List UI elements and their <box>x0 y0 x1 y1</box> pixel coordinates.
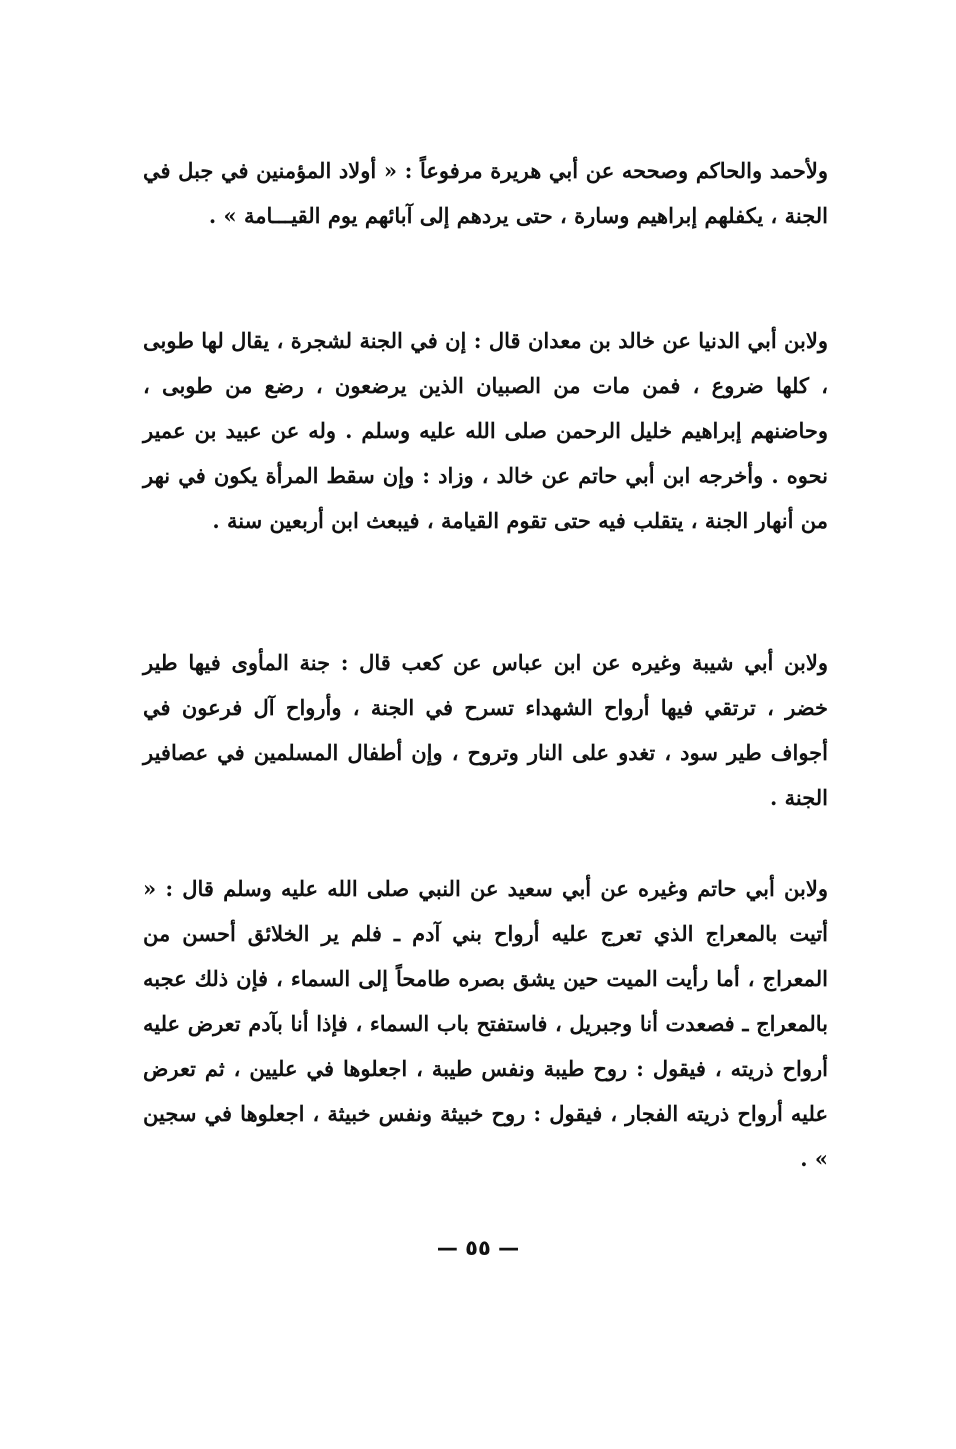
paragraph-1: ولأحمد والحاكم وصححه عن أبي هريرة مرفوعاً : « أولاد المؤمنين في جبل في الجنة ، يكفلهم إبراهيم وسارة ، حتى يردهم إلى آبائهم يوم القيـــامة » . <box>143 158 828 228</box>
page-number: — ٥٥ — <box>436 1236 520 1260</box>
paragraph-4: ولابن أبي حاتم وغيره عن أبي سعيد عن النبي صلى الله عليه وسلم قال : « أتيت بالمعراج الذي تعرج عليه أرواح بني آدم ـ فلم ير الخلائق أحسن من المعراج ، أما رأيت الميت حين يشق بصره طامحاً إلى السماء ، فإن ذلك عجبه بالمعراج ـ فصعدت أنا وجبريل ، فاستفتح باب السماء ، فإذا أنا بآدم تعرض عليه أرواح ذريته ، فيقول : روح طيبة ونفس طيبة ، اجعلوها في عليين ، ثم تعرض عليه أرواح ذريته الفجار ، فيقول : روح خبيثة ونفس خبيثة ، اجعلوها في سجين » . <box>143 876 828 1171</box>
paragraph-2: ولابن أبي الدنيا عن خالد بن معدان قال : إن في الجنة لشجرة ، يقال لها طوبى ، كلها ضروع ، فمن مات من الصبيان الذين يرضعون ، رضع من طوبى ، وحاضنهم إبراهيم خليل الرحمن صلى الله عليه وسلم . وله عن عبيد بن عمير نحوه . وأخرجه ابن أبي حاتم عن خالد ، وزاد : وإن سقط المرأة يكون في نهر من أنهار الجنة ، يتقلب فيه حتى تقوم القيامة ، فيبعث ابن أربعين سنة . <box>143 328 828 533</box>
paragraph-3: ولابن أبي شيبة وغيره عن ابن عباس عن كعب قال : جنة المأوى فيها طير خضر ، ترتقي فيها أرواح الشهداء تسرح في الجنة ، وأرواح آل فرعون في أجواف طير سود ، تغدو على النار وتروح ، وإن أطفال المسلمين في عصافير الجنة . <box>143 650 828 810</box>
